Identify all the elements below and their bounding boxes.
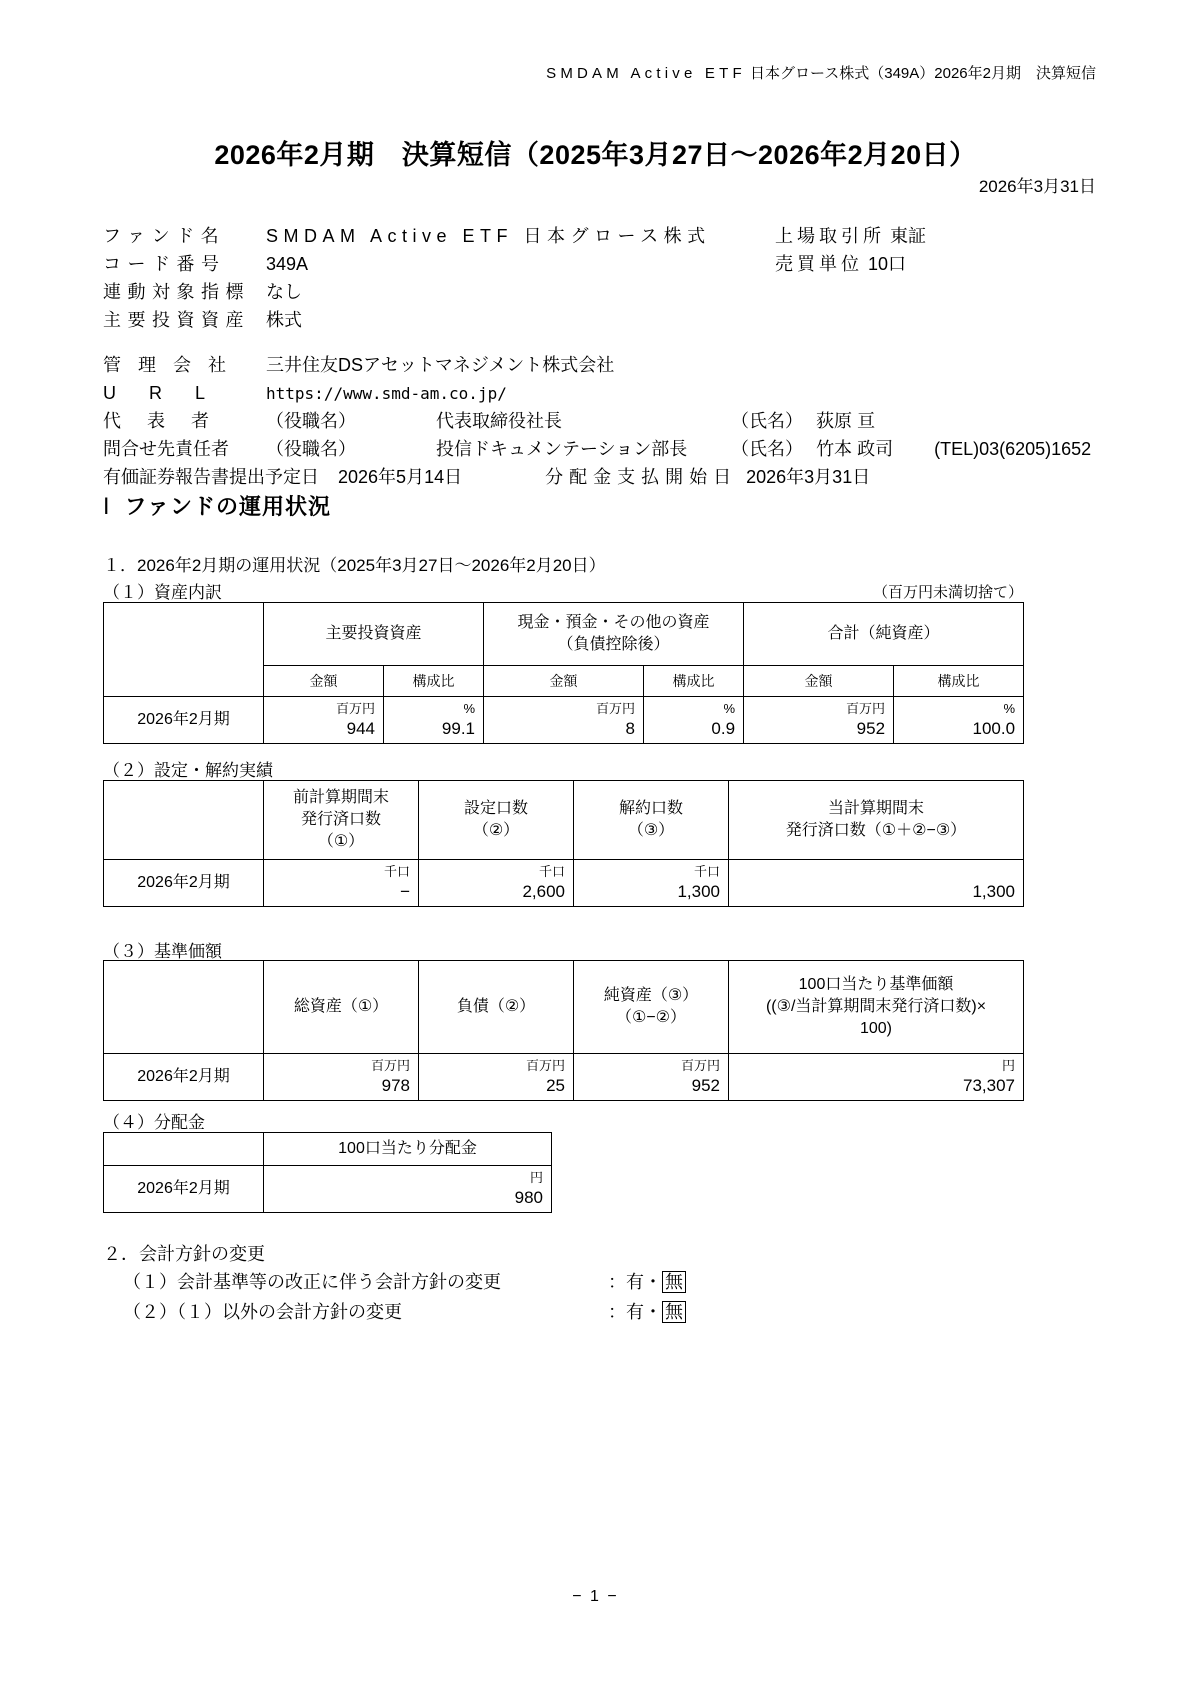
table-row (104, 1054, 1024, 1101)
unit-cash-amount: 百万円 (596, 701, 636, 716)
cell-prev-units (264, 860, 419, 907)
trade-unit-value: 10口 (868, 254, 907, 274)
section-2-title: ２．会計方針の変更 (103, 1244, 265, 1264)
cell-end-units (729, 860, 1024, 907)
col-cancelled-units-line1: 解約口数 (618, 800, 683, 817)
contact-post-label: （役職名） (266, 439, 357, 459)
unit-prev-units: 千口 (383, 864, 410, 879)
management-company-value: 三井住友DSアセットマネジメント株式会社 (266, 355, 615, 375)
unit-net-assets: 百万円 (680, 1058, 720, 1073)
subsection-1-title: １．2026年2月期の運用状況（2025年3月27日〜2026年2月20日） (103, 556, 606, 575)
corner-cell (104, 1133, 264, 1166)
unit-total-ratio: % (1003, 701, 1016, 716)
table-row (104, 860, 1024, 907)
unit-main-amount: 百万円 (335, 701, 375, 716)
fund-code-value: 349A (266, 254, 309, 274)
subsection-1-1-title: （１）資産内訳 (103, 583, 222, 602)
value-nav-per-100: 73,307 (963, 1076, 1015, 1095)
unit-total-amount: 百万円 (846, 701, 886, 716)
value-main-ratio: 99.1 (441, 719, 476, 738)
unit-created-units: 千口 (538, 864, 565, 879)
table-header-row (104, 1133, 552, 1166)
listing-exchange-label: 上場取引所 (775, 226, 885, 246)
col-cash-other (484, 603, 744, 666)
value-total-amount: 952 (856, 719, 886, 738)
distribution-table (103, 1132, 552, 1213)
representative-name-label: （氏名） (731, 411, 804, 431)
table-header-row (104, 603, 1024, 666)
cell-main-amount (264, 697, 384, 744)
table-header-row (104, 961, 1024, 1054)
cell-nav-per-100 (729, 1054, 1024, 1101)
url-value[interactable]: https://www.smd-am.co.jp/ (266, 384, 507, 403)
contact-name-label: （氏名） (731, 439, 804, 459)
representative-row (103, 407, 1093, 435)
document-date: 2026年3月31日 (978, 177, 1096, 196)
page-number: − 1 − (572, 1588, 619, 1605)
col-end-units-line2: 発行済口数（①＋②−③） (785, 822, 967, 839)
value-prev-units: − (400, 882, 410, 901)
col-created-units (419, 781, 574, 860)
trade-unit-item (775, 250, 906, 278)
sub-cash-amount: 金額 (484, 666, 644, 697)
col-main-asset: 主要投資資産 (264, 603, 484, 666)
col-nav-line1: 100口当たり基準価額 (798, 976, 954, 993)
representative-post-label: （役職名） (266, 411, 357, 431)
unit-cancelled-units: 千口 (693, 864, 720, 879)
sub-total-amount: 金額 (744, 666, 894, 697)
representative-post-value: 代表取締役社長 (436, 411, 563, 431)
item-1-answer-selected[interactable]: 無 (662, 1271, 686, 1293)
asset-breakdown-table (103, 602, 1024, 744)
section-number: Ⅰ (103, 494, 111, 519)
management-company-label: 管理会社 (103, 355, 243, 375)
corner-cell (104, 961, 264, 1054)
col-created-units-line2: （②） (472, 822, 520, 839)
col-dist-per-100: 100口当たり分配金 (264, 1133, 552, 1166)
cell-total-amount (744, 697, 894, 744)
value-cash-ratio: 0.9 (711, 719, 736, 738)
asset-table-note: （百万円未満切捨て） (872, 584, 1023, 601)
subsection-1-4-title: （４）分配金 (103, 1113, 205, 1132)
fund-code-row (103, 250, 1093, 278)
unit-cash-ratio: % (723, 701, 736, 716)
col-net-assets-line1: 純資産（③） (603, 987, 699, 1004)
management-company-row (103, 351, 1093, 379)
cell-cash-amount (484, 697, 644, 744)
cell-created-units (419, 860, 574, 907)
target-index-row (103, 278, 1093, 306)
section-heading-1 (103, 490, 331, 521)
value-end-units: 1,300 (972, 882, 1015, 901)
unit-main-ratio: % (463, 701, 476, 716)
col-cancelled-units (574, 781, 729, 860)
nav-table (103, 960, 1024, 1101)
value-cash-amount: 8 (625, 719, 636, 738)
fund-code-label: コード番号 (103, 254, 226, 274)
col-total-assets: 総資産（①） (264, 961, 419, 1054)
value-total-assets: 978 (381, 1076, 410, 1095)
col-net-assets (574, 961, 729, 1054)
cell-cancelled-units (574, 860, 729, 907)
row-label-period: 2026年2月期 (104, 860, 264, 907)
unit-dist-amount: 円 (529, 1170, 543, 1185)
contact-person-label: 問合せ先責任者 (103, 439, 229, 459)
row-label-period: 2026年2月期 (104, 1054, 264, 1101)
section-title: ファンドの運用状況 (124, 494, 332, 519)
value-total-ratio: 100.0 (972, 719, 1016, 738)
report-submission-value: 2026年5月14日 (338, 467, 463, 487)
cell-total-assets (264, 1054, 419, 1101)
representative-name-value: 荻原 亘 (816, 411, 876, 431)
value-net-assets: 952 (691, 1076, 720, 1095)
main-asset-value: 株式 (266, 310, 303, 330)
fund-name-value: SMDAM Active ETF 日本グロース株式 (266, 226, 711, 246)
url-label: URL (103, 383, 239, 403)
report-submission-row (103, 463, 1093, 491)
corner-cell (104, 603, 264, 697)
row-label-period: 2026年2月期 (104, 1166, 264, 1213)
cell-liabilities (419, 1054, 574, 1101)
trade-unit-label: 売買単位 (775, 254, 863, 274)
item-2-answer-selected[interactable]: 無 (662, 1301, 686, 1323)
sub-total-ratio: 構成比 (894, 666, 1024, 697)
cell-dist-amount (264, 1166, 552, 1213)
col-nav-per-100 (729, 961, 1024, 1054)
fund-info-block (103, 222, 1093, 491)
contact-person-row (103, 435, 1093, 463)
section-2-item-1-answer (608, 1268, 686, 1294)
target-index-value: なし (266, 282, 303, 302)
running-header-japanese: 日本グロース株式（349A）2026年2月期 決算短信 (750, 65, 1096, 82)
col-liabilities: 負債（②） (419, 961, 574, 1054)
unit-total-assets: 百万円 (370, 1058, 410, 1073)
listing-exchange-item (775, 222, 926, 250)
col-nav-line2: ((③/当計算期間末発行済口数)× (765, 998, 987, 1015)
section-2-item-2-label: （２）（１）以外の会計方針の変更 (123, 1302, 402, 1322)
url-row (103, 379, 1093, 407)
table-row (104, 1166, 552, 1213)
fund-name-label: ファンド名 (103, 226, 226, 246)
section-2-item-2-answer (608, 1298, 686, 1324)
col-total: 合計（純資産） (744, 603, 1024, 666)
table-header-row (104, 781, 1024, 860)
cell-total-ratio (894, 697, 1024, 744)
representative-label: 代表者 (103, 411, 235, 431)
main-asset-label: 主要投資資産 (103, 310, 250, 330)
running-header-latin: SMDAM Active ETF (546, 65, 746, 82)
item-1-answer-prefix: ：有・ (608, 1272, 662, 1292)
col-end-units (729, 781, 1024, 860)
fund-name-row (103, 222, 1093, 250)
table-row (104, 697, 1024, 744)
distribution-start-label: 分配金支払開始日 (545, 467, 738, 487)
cell-main-ratio (384, 697, 484, 744)
col-net-assets-line2: （①−②） (615, 1009, 687, 1026)
col-prev-units-line2: 発行済口数 (300, 811, 381, 828)
unit-liabilities: 百万円 (525, 1058, 565, 1073)
cell-cash-ratio (644, 697, 744, 744)
col-prev-units-line1: 前計算期間末 (292, 789, 389, 806)
value-cancelled-units: 1,300 (677, 882, 720, 901)
target-index-label: 連動対象指標 (103, 282, 250, 302)
main-asset-row (103, 306, 1093, 351)
item-2-answer-prefix: ：有・ (608, 1302, 662, 1322)
sub-main-ratio: 構成比 (384, 666, 484, 697)
value-dist-amount: 980 (514, 1188, 543, 1207)
cell-net-assets (574, 1054, 729, 1101)
subsection-1-2-title: （２）設定・解約実績 (103, 761, 273, 780)
running-header (546, 62, 1096, 83)
col-created-units-line1: 設定口数 (463, 800, 528, 817)
col-cancelled-units-line2: （③） (627, 822, 675, 839)
listing-exchange-value: 東証 (890, 226, 927, 246)
distribution-start-value: 2026年3月31日 (746, 467, 871, 487)
value-liabilities: 25 (546, 1076, 565, 1095)
col-cash-other-line1: 現金・預金・その他の資産 (517, 614, 710, 631)
contact-name-value: 竹本 政司 (816, 439, 894, 459)
subsection-1-3-title: （３）基準価額 (103, 942, 222, 961)
col-prev-units-line3: （①） (317, 833, 365, 850)
col-prev-units (264, 781, 419, 860)
contact-tel-value: (TEL)03(6205)1652 (934, 439, 1092, 459)
contact-post-value: 投信ドキュメンテーション部長 (436, 439, 688, 459)
report-submission-label: 有価証券報告書提出予定日 (103, 467, 319, 487)
units-table (103, 780, 1024, 907)
section-2-item-1-label: （１）会計基準等の改正に伴う会計方針の変更 (123, 1272, 501, 1292)
col-cash-other-line2: （負債控除後） (557, 636, 670, 653)
corner-cell (104, 781, 264, 860)
value-main-amount: 944 (346, 719, 375, 738)
row-label-period: 2026年2月期 (104, 697, 264, 744)
col-end-units-line1: 当計算期間末 (827, 800, 924, 817)
value-created-units: 2,600 (522, 882, 565, 901)
col-nav-line3: 100) (859, 1020, 893, 1037)
sub-main-amount: 金額 (264, 666, 384, 697)
sub-cash-ratio: 構成比 (644, 666, 744, 697)
unit-nav-per-100: 円 (1001, 1058, 1015, 1073)
page-title: 2026年2月期 決算短信（2025年3月27日〜2026年2月20日） (214, 140, 977, 170)
